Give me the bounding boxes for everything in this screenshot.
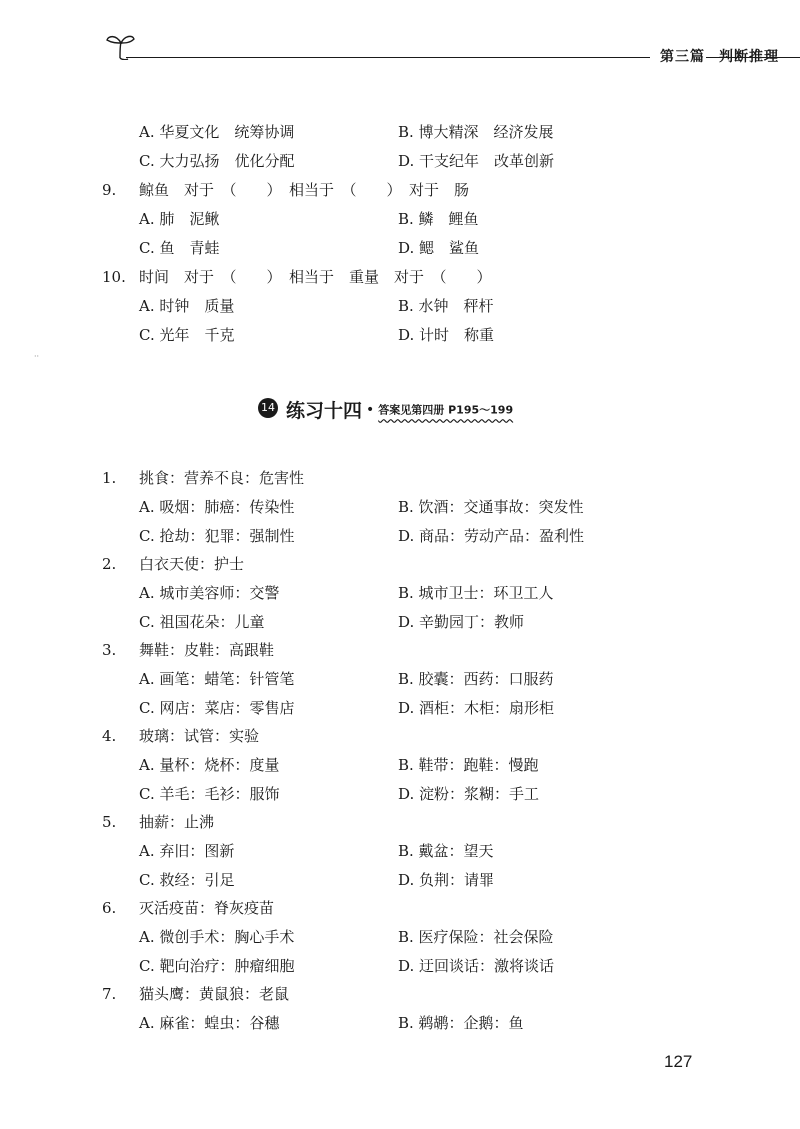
- option-a: A. 画笔：蜡笔：针管笔: [139, 670, 295, 688]
- option-b: B. 戴盆：望天: [398, 842, 494, 860]
- option-c: C. 鱼 青蛙: [139, 239, 220, 257]
- option-b: B. 医疗保险：社会保险: [398, 928, 554, 946]
- question-stem: 挑食：营养不良：危害性: [139, 469, 305, 487]
- option-a: A. 华夏文化 统筹协调: [139, 123, 295, 141]
- option-d: D. 计时 称重: [398, 326, 495, 344]
- option-b: B. 鞋带：跑鞋：慢跑: [398, 756, 539, 774]
- option-c: C. 羊毛：毛衫：服饰: [139, 785, 280, 803]
- question-stem: 猫头鹰：黄鼠狼：老鼠: [139, 985, 290, 1003]
- option-b: B. 博大精深 经济发展: [398, 123, 554, 141]
- option-d: D. 淀粉：浆糊：手工: [398, 785, 540, 803]
- header-chapter: 判断推理: [719, 49, 779, 65]
- option-c: C. 抢劫：犯罪：强制性: [139, 527, 295, 545]
- header-rule-left: [126, 57, 650, 58]
- option-a: A. 吸烟：肺癌：传染性: [139, 498, 295, 516]
- question-number: 3.: [102, 641, 117, 659]
- option-b: B. 城市卫士：环卫工人: [398, 584, 554, 602]
- option-c: C. 救经：引足: [139, 871, 235, 889]
- option-c: C. 网店：菜店：零售店: [139, 699, 295, 717]
- section-title: 练习十四: [286, 400, 363, 422]
- question-number: 10.: [102, 268, 126, 286]
- option-d: D. 干支纪年 改革创新: [398, 152, 555, 170]
- question-number: 2.: [102, 555, 117, 573]
- option-c: C. 光年 千克: [139, 326, 235, 344]
- question-number: 6.: [102, 899, 117, 917]
- question-number: 9.: [102, 181, 117, 199]
- option-a: A. 肺 泥鳅: [139, 210, 220, 228]
- option-d: D. 负荆：请罪: [398, 871, 495, 889]
- question-stem: 鲸鱼 对于 （ ） 相当于 （ ） 对于 肠: [139, 181, 470, 199]
- header-part: 第三篇: [660, 49, 705, 65]
- section-heading: [258, 396, 513, 430]
- option-a: A. 弃旧：图新: [139, 842, 235, 860]
- question-number: 5.: [102, 813, 117, 831]
- option-a: A. 微创手术：胸心手术: [139, 928, 295, 946]
- option-a: A. 麻雀：蝗虫：谷穗: [139, 1014, 280, 1032]
- option-d: D. 鳃 鲨鱼: [398, 239, 480, 257]
- option-c: C. 大力弘扬 优化分配: [139, 152, 295, 170]
- option-d: D. 辛勤园丁：教师: [398, 613, 525, 631]
- option-b: B. 水钟 秤杆: [398, 297, 494, 315]
- option-b: B. 鳞 鲤鱼: [398, 210, 479, 228]
- option-b: B. 鹈鹕：企鹅：鱼: [398, 1014, 524, 1032]
- question-stem: 时间 对于 （ ） 相当于 重量 对于 （ ）: [139, 268, 492, 286]
- option-d: D. 迂回谈话：激将谈话: [398, 957, 555, 975]
- option-d: D. 酒柜：木柜：扇形柜: [398, 699, 555, 717]
- option-a: A. 城市美容师：交警: [139, 584, 280, 602]
- option-c: C. 靶向治疗：肿瘤细胞: [139, 957, 295, 975]
- question-stem: 玻璃：试管：实验: [139, 727, 260, 745]
- running-header: [104, 26, 800, 66]
- option-b: B. 胶囊：西药：口服药: [398, 670, 554, 688]
- option-a: A. 量杯：烧杯：度量: [139, 756, 280, 774]
- margin-mark: ··: [34, 352, 40, 361]
- header-title: [660, 46, 779, 66]
- page-number: 127: [664, 1052, 693, 1071]
- section-bullet: •: [366, 401, 375, 418]
- sprout-icon: [104, 30, 138, 60]
- header-rule-right: [706, 57, 800, 58]
- question-number: 1.: [102, 469, 117, 487]
- question-number: 4.: [102, 727, 117, 745]
- question-stem: 白衣天使：护士: [139, 555, 245, 573]
- answer-reference: 答案见第四册 P195～199: [378, 403, 514, 417]
- option-d: D. 商品：劳动产品：盈利性: [398, 527, 585, 545]
- option-c: C. 祖国花朵：儿童: [139, 613, 265, 631]
- question-stem: 抽薪：止沸: [139, 813, 215, 831]
- exercise-badge-icon: 14: [258, 398, 278, 418]
- option-b: B. 饮酒：交通事故：突发性: [398, 498, 584, 516]
- question-number: 7.: [102, 985, 117, 1003]
- question-stem: 舞鞋：皮鞋：高跟鞋: [139, 641, 275, 659]
- option-a: A. 时钟 质量: [139, 297, 235, 315]
- question-stem: 灭活疫苗：脊灰疫苗: [139, 899, 275, 917]
